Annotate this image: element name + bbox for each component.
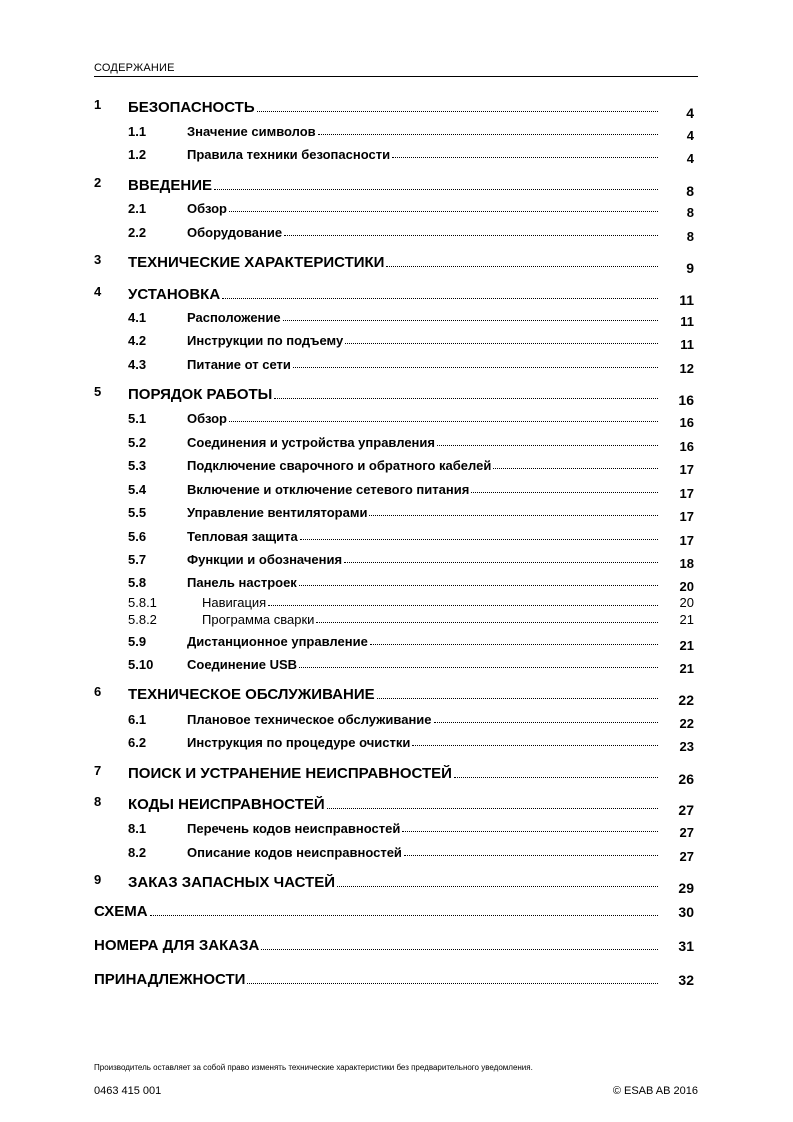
toc-title: ПОРЯДОК РАБОТЫ <box>128 386 273 403</box>
toc-page: 27 <box>678 802 694 818</box>
toc-page: 21 <box>679 612 694 627</box>
toc-title: Соединения и устройства управления <box>187 435 435 450</box>
toc-title: Дистанционное управление <box>187 634 368 649</box>
toc-entry-5[interactable] <box>94 383 698 408</box>
toc-number: 2.1 <box>128 201 147 216</box>
toc-page: 27 <box>679 825 694 840</box>
toc-page: 8 <box>686 205 694 220</box>
toc-number: 8.2 <box>128 845 147 860</box>
toc-title: Оборудование <box>187 225 283 240</box>
toc-title: ТЕХНИЧЕСКИЕ ХАРАКТЕРИСТИКИ <box>128 254 385 271</box>
toc-page: 29 <box>678 880 694 896</box>
toc-page: 27 <box>679 849 694 864</box>
toc-page: 22 <box>678 692 694 708</box>
page-header: СОДЕРЖАНИЕ <box>94 62 698 77</box>
toc-number: 5.8 <box>128 575 147 590</box>
toc-number: 4.1 <box>128 310 147 325</box>
toc-number: 5.6 <box>128 529 147 544</box>
toc-title: Значение символов <box>187 124 316 139</box>
toc-entry-6-2[interactable] <box>94 730 698 754</box>
toc-title: КОДЫ НЕИСПРАВНОСТЕЙ <box>128 796 325 813</box>
toc-entry-4-1[interactable] <box>94 305 698 329</box>
toc-entry-1-1[interactable] <box>94 119 698 143</box>
toc-number: 2 <box>94 175 102 190</box>
copyright: © ESAB AB 2016 <box>612 1085 698 1097</box>
toc-page: 26 <box>678 771 694 787</box>
toc-page: 32 <box>678 972 694 988</box>
toc-title: Инструкции по подъему <box>187 333 344 348</box>
toc-page: 4 <box>686 128 694 143</box>
toc-entry-6-1[interactable] <box>94 707 698 731</box>
toc-title: ПРИНАДЛЕЖНОСТИ <box>94 971 246 988</box>
toc-entry-5-5[interactable] <box>94 500 698 524</box>
toc-page: 12 <box>679 361 694 376</box>
toc-number: 3 <box>94 252 102 267</box>
toc-page: 11 <box>680 314 694 329</box>
toc-number: 2.2 <box>128 225 147 240</box>
toc-entry-schema[interactable] <box>94 900 698 920</box>
toc-page: 31 <box>678 938 694 954</box>
toc-title: СХЕМА <box>94 903 148 920</box>
toc-page: 8 <box>686 229 694 244</box>
toc-number: 4.3 <box>128 357 147 372</box>
toc-page: 16 <box>679 415 694 430</box>
toc-number: 5.10 <box>128 657 154 672</box>
toc-entry-accessories[interactable] <box>94 968 698 988</box>
toc-number: 5.1 <box>128 411 147 426</box>
toc-entry-5-10[interactable] <box>94 652 698 676</box>
toc-entry-5-8-2[interactable] <box>94 610 698 627</box>
toc-entry-1[interactable] <box>94 96 698 121</box>
toc-entry-4-3[interactable] <box>94 352 698 376</box>
toc-entry-8[interactable] <box>94 793 698 818</box>
toc-number: 8.1 <box>128 821 147 836</box>
toc-page: 20 <box>679 595 694 610</box>
toc-number: 5.9 <box>128 634 147 649</box>
toc-title: ПОИСК И УСТРАНЕНИЕ НЕИСПРАВНОСТЕЙ <box>128 765 452 782</box>
toc-entry-8-1[interactable] <box>94 816 698 840</box>
toc-page: 4 <box>686 151 694 166</box>
toc-entry-4[interactable] <box>94 283 698 308</box>
toc-number: 8 <box>94 794 102 809</box>
toc-page: 17 <box>679 509 694 524</box>
toc-entry-order-numbers[interactable] <box>94 934 698 954</box>
toc-number: 5.7 <box>128 552 147 567</box>
toc-entry-1-2[interactable] <box>94 142 698 166</box>
toc-page: 16 <box>678 392 694 408</box>
toc-entry-4-2[interactable] <box>94 328 698 352</box>
toc-title: Подключение сварочного и обратного кабелей <box>187 458 492 473</box>
toc-page: 16 <box>679 439 694 454</box>
toc-entry-5-8-1[interactable] <box>94 593 698 610</box>
toc-number: 5.3 <box>128 458 147 473</box>
toc-entry-3[interactable] <box>94 251 698 276</box>
toc-page: 21 <box>679 638 694 653</box>
toc-title: Панель настроек <box>187 575 297 590</box>
toc-number: 5.8.2 <box>128 612 157 627</box>
toc-number: 4 <box>94 284 102 299</box>
toc-title: Программа сварки <box>202 612 315 627</box>
toc-number: 4.2 <box>128 333 147 348</box>
toc-title: Правила техники безопасности <box>187 147 391 162</box>
toc-page: 4 <box>686 105 694 121</box>
toc-page: 30 <box>678 904 694 920</box>
toc-page: 21 <box>679 661 694 676</box>
toc-number: 5.5 <box>128 505 147 520</box>
toc-title: ВВЕДЕНИЕ <box>128 177 212 194</box>
toc-page: 23 <box>679 739 694 754</box>
toc-number: 6.1 <box>128 712 147 727</box>
toc-number: 6.2 <box>128 735 147 750</box>
toc-entry-5-2[interactable] <box>94 430 698 454</box>
toc-number: 1 <box>94 97 102 112</box>
toc-number: 9 <box>94 872 102 887</box>
toc-number: 5.4 <box>128 482 147 497</box>
toc-entry-8-2[interactable] <box>94 840 698 864</box>
toc-number: 5 <box>94 384 102 399</box>
toc-page: 8 <box>686 183 694 199</box>
toc-page: 18 <box>679 556 694 571</box>
toc-number: 5.8.1 <box>128 595 157 610</box>
toc-title: Обзор <box>187 201 227 216</box>
toc-page: 9 <box>686 260 694 276</box>
toc-entry-5-1[interactable] <box>94 406 698 430</box>
toc-page: 20 <box>679 579 694 594</box>
toc-title: Управление вентиляторами <box>187 505 368 520</box>
toc-title: Питание от сети <box>187 357 291 372</box>
toc-title: Инструкция по процедуре очистки <box>187 735 411 750</box>
toc-title: Перечень кодов неисправностей <box>187 821 401 836</box>
toc-number: 6 <box>94 684 102 699</box>
toc-title: УСТАНОВКА <box>128 286 221 303</box>
toc-title: Функции и обозначения <box>187 552 343 567</box>
toc-title: НОМЕРА ДЛЯ ЗАКАЗА <box>94 937 260 954</box>
toc-title: Навигация <box>202 595 267 610</box>
toc-entry-2[interactable] <box>94 174 698 199</box>
toc-page: 11 <box>680 337 694 352</box>
toc-title: Описание кодов неисправностей <box>187 845 402 860</box>
toc-title: Плановое техническое обслуживание <box>187 712 432 727</box>
toc-number: 1.2 <box>128 147 147 162</box>
toc-page: 17 <box>679 462 694 477</box>
toc-entry-6[interactable] <box>94 683 698 708</box>
footer-disclaimer: Производитель оставляет за собой право изменять технические характеристики без предварительного уведомления. <box>94 1063 533 1072</box>
toc-entry-5-7[interactable] <box>94 547 698 571</box>
toc-title: ТЕХНИЧЕСКОЕ ОБСЛУЖИВАНИЕ <box>128 686 375 703</box>
toc-title: Соединение USB <box>187 657 298 672</box>
toc-title: БЕЗОПАСНОСТЬ <box>128 99 255 116</box>
toc-title: Тепловая защита <box>187 529 298 544</box>
toc-entry-7[interactable] <box>94 762 698 787</box>
toc-page: 17 <box>679 533 694 548</box>
toc-title: ЗАКАЗ ЗАПАСНЫХ ЧАСТЕЙ <box>128 874 335 891</box>
toc-title: Включение и отключение сетевого питания <box>187 482 470 497</box>
document-code: 0463 415 001 <box>94 1085 162 1097</box>
toc-number: 1.1 <box>128 124 147 139</box>
toc-title: Обзор <box>187 411 227 426</box>
toc-page: 22 <box>679 716 694 731</box>
toc-entry-5-3[interactable] <box>94 453 698 477</box>
toc-number: 5.2 <box>128 435 147 450</box>
toc-entry-5-4[interactable] <box>94 477 698 501</box>
toc-entry-5-6[interactable] <box>94 524 698 548</box>
toc-entry-2-1[interactable] <box>94 196 698 220</box>
toc-entry-5-8[interactable] <box>94 570 698 594</box>
toc-entry-9[interactable] <box>94 871 698 896</box>
toc-page: 11 <box>679 292 694 308</box>
toc-entry-5-9[interactable] <box>94 629 698 653</box>
toc-title: Расположение <box>187 310 281 325</box>
toc-entry-2-2[interactable] <box>94 220 698 244</box>
toc-page: 17 <box>679 486 694 501</box>
toc-number: 7 <box>94 763 102 778</box>
